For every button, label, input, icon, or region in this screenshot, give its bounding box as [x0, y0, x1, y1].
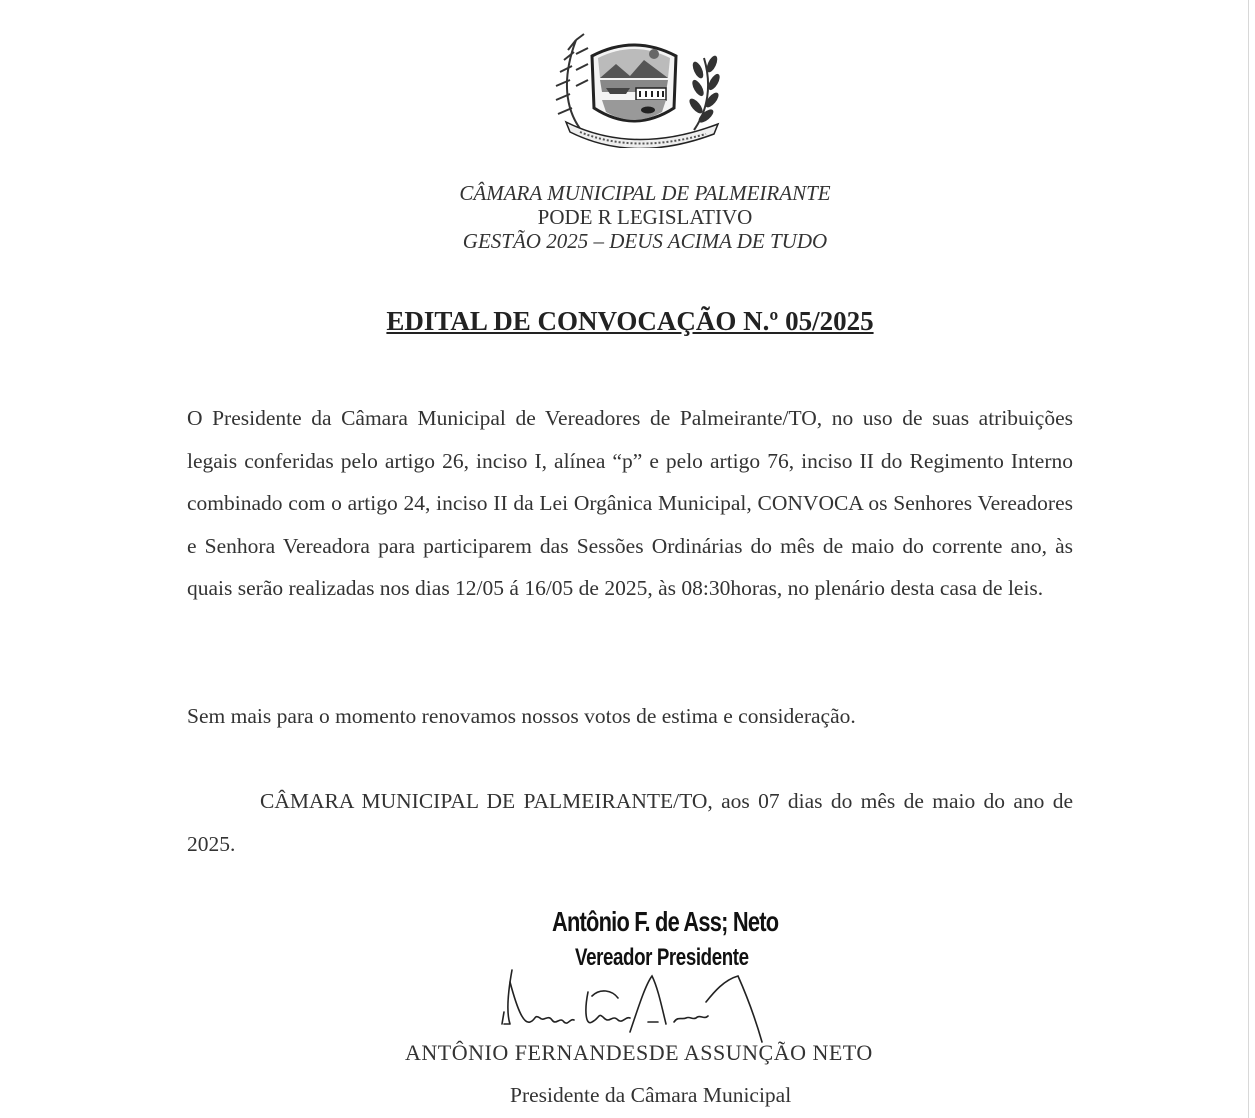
document-title: EDITAL DE CONVOCAÇÃO N.º 05/2025: [386, 306, 874, 336]
branch-name: PODE R LEGISLATIVO: [537, 205, 753, 229]
chamber-name: CÂMARA MUNICIPAL DE PALMEIRANTE: [459, 181, 831, 205]
signature-stamp-name: Antônio F. de Ass; Neto: [552, 906, 779, 937]
convocation-paragraph: O Presidente da Câmara Municipal de Vereadores de Palmeirante/TO, no uso de suas atribuições legais conferidas pelo artigo 26, inciso I, alínea “p” e pelo artigo 76, inciso II do Regimento Interno combinado com o artigo 24, inciso II da Lei Orgânica Municipal, CONVOCA os Senhores Vereadores e Senhora Vereadora para participarem das Sessões Ordinárias do mês de maio do corrente ano, às quais serão realizadas nos dias 12/05 á 16/05 de 2025, às 08:30horas, no plenário desta casa de leis.: [187, 406, 1073, 600]
municipal-crest-icon: [536, 30, 732, 148]
signatory-position: Presidente da Câmara Municipal: [510, 1083, 792, 1107]
signatory-full-name: ANTÔNIO FERNANDESDE ASSUNÇÃO NETO: [405, 1040, 873, 1065]
closing-paragraph: Sem mais para o momento renovamos nossos votos de estima e consideração.: [187, 704, 856, 728]
date-place-paragraph: CÂMARA MUNICIPAL DE PALMEIRANTE/TO, aos 07 dias do mês de maio do ano de 2025.: [187, 789, 1073, 856]
page-edge: [1248, 0, 1249, 1118]
administration-motto: GESTÃO 2025 – DEUS ACIMA DE TUDO: [462, 229, 828, 253]
signature-stamp-role: Vereador Presidente: [575, 944, 749, 971]
